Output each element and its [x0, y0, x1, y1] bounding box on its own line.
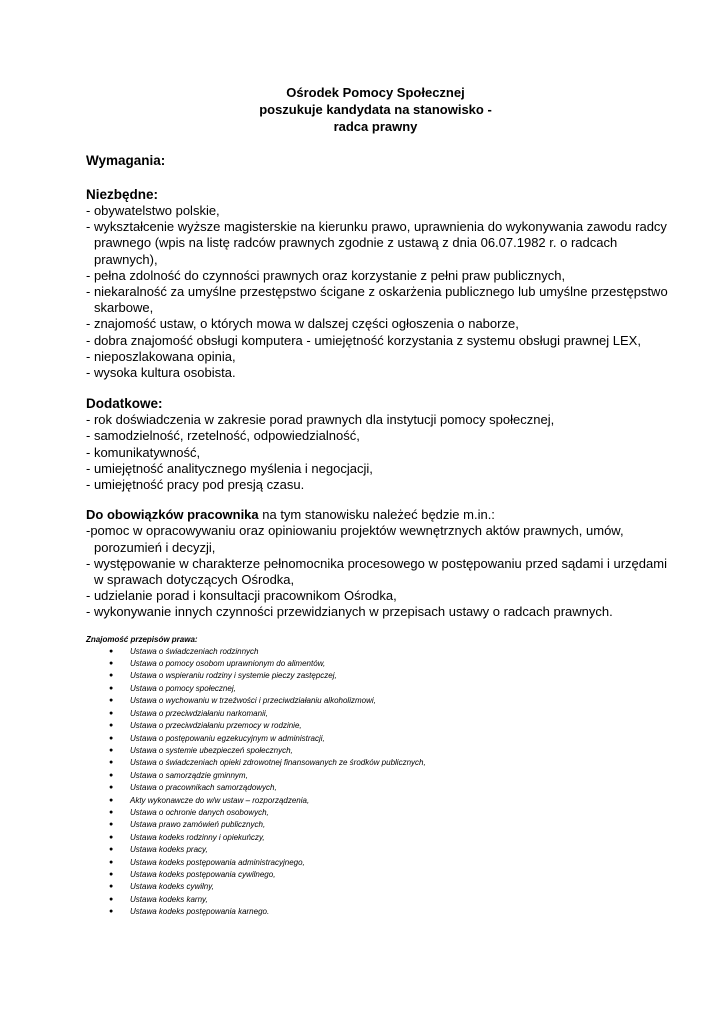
duties-list: [86, 523, 665, 620]
bullet-icon: ●: [109, 746, 114, 754]
law-name: Ustawa kodeks pracy,: [130, 845, 208, 855]
law-name: Ustawa kodeks postępowania cywilnego,: [130, 869, 276, 879]
law-list-item: [86, 844, 665, 856]
law-name: Ustawa kodeks karny,: [130, 894, 208, 904]
bullet-icon: ●: [109, 709, 114, 717]
bullet-icon: ●: [109, 734, 114, 742]
bullet-icon: ●: [109, 908, 114, 916]
additional-requirements-list: [86, 412, 665, 493]
law-list-item: [86, 720, 665, 732]
essential-line: - pełna zdolność do czynności prawnych oraz korzystanie z pełni praw publicznych,: [86, 267, 566, 283]
law-name: Ustawa kodeks postępowania karnego.: [130, 907, 270, 917]
bullet-icon: ●: [109, 895, 114, 903]
essential-line: - wykształcenie wyższe magisterskie na kierunku prawo, uprawnienia do wykonywania zawodu radcy: [86, 219, 667, 235]
duty-line: - wykonywanie innych czynności przewidzianych w przepisach ustawy o radcach prawnych.: [86, 604, 613, 620]
title-line-3: radca prawny: [333, 119, 418, 134]
law-list-item: [86, 795, 665, 807]
law-list-item: [86, 670, 665, 682]
essential-line: - dobra znajomość obsługi komputera - umiejętność korzystania z systemu obsługi prawnej LEX,: [86, 332, 641, 348]
duties-heading-bold: Do obowiązków pracownika: [86, 507, 259, 523]
bullet-icon: ●: [109, 684, 114, 692]
bullet-icon: ●: [109, 697, 114, 705]
essential-line: - nieposzlakowana opinia,: [86, 348, 236, 364]
law-list-item: [86, 857, 665, 869]
essential-line: skarbowe,: [94, 300, 154, 316]
law-name: Ustawa o świadczeniach opieki zdrowotnej finansowanych ze środków publicznych,: [130, 758, 426, 768]
law-name: Ustawa o postępowaniu egzekucyjnym w administracji,: [130, 733, 325, 743]
additional-line: - umiejętność analitycznego myślenia i negocjacji,: [86, 460, 373, 476]
law-name: Ustawa o samorządzie gminnym,: [130, 770, 248, 780]
bullet-icon: ●: [109, 660, 114, 668]
duty-line: porozumień i decyzji,: [94, 539, 216, 555]
law-name: Ustawa prawo zamówień publicznych,: [130, 820, 266, 830]
law-name: Ustawa o pomocy społecznej,: [130, 683, 236, 693]
law-list-item: [86, 695, 665, 707]
law-name: Ustawa o ochronie danych osobowych,: [130, 807, 269, 817]
document-title: [86, 84, 665, 135]
law-name: Ustawa o wspieraniu rodziny i systemie pieczy zastępczej,: [130, 671, 337, 681]
law-list-item: [86, 832, 665, 844]
duty-line: w sprawach dotyczących Ośrodka,: [94, 572, 295, 588]
bullet-icon: ●: [109, 846, 114, 854]
bullet-icon: ●: [109, 870, 114, 878]
law-list-item: [86, 658, 665, 670]
laws-heading: Znajomość przepisów prawa:: [86, 634, 198, 644]
law-list-item: [86, 745, 665, 757]
law-list-item: [86, 646, 665, 658]
law-name: Akty wykonawcze do w/w ustaw – rozporządzenia,: [130, 795, 310, 805]
law-name: Ustawa o systemie ubezpieczeń społecznych,: [130, 745, 293, 755]
law-list-item: [86, 770, 665, 782]
law-name: Ustawa kodeks postępowania administracyjnego,: [130, 857, 305, 867]
bullet-icon: ●: [109, 672, 114, 680]
bullet-icon: ●: [109, 833, 114, 841]
law-list-item: [86, 708, 665, 720]
law-list-item: [86, 683, 665, 695]
additional-line: - samodzielność, rzetelność, odpowiedzialność,: [86, 428, 360, 444]
law-list-item: [86, 733, 665, 745]
additional-line: - komunikatywność,: [86, 444, 201, 460]
bullet-icon: ●: [109, 796, 114, 804]
bullet-icon: ●: [109, 647, 114, 655]
bullet-icon: ●: [109, 808, 114, 816]
duties-heading-rest: na tym stanowisku należeć będzie m.in.:: [258, 507, 495, 523]
law-name: Ustawa o przeciwdziałaniu przemocy w rodzinie,: [130, 721, 302, 731]
law-name: Ustawa o pomocy osobom uprawnionym do alimentów,: [130, 659, 326, 669]
essential-requirements-list: [86, 203, 668, 381]
bullet-icon: ●: [109, 858, 114, 866]
law-list-item: [86, 894, 665, 906]
law-name: Ustawa kodeks rodzinny i opiekuńczy,: [130, 832, 265, 842]
law-name: Ustawa kodeks cywilny,: [130, 882, 214, 892]
additional-heading: Dodatkowe:: [86, 396, 163, 412]
essential-line: prawnych),: [94, 251, 158, 267]
law-list-item: [86, 906, 665, 918]
bullet-icon: ●: [109, 722, 114, 730]
essential-line: - znajomość ustaw, o których mowa w dalszej części ogłoszenia o naborze,: [86, 316, 519, 332]
essential-line: prawnego (wpis na listę radców prawnych zgodnie z ustawą z dnia 06.07.1982 r. o radcach: [94, 235, 618, 251]
additional-line: - rok doświadczenia w zakresie porad prawnych dla instytucji pomocy społecznej,: [86, 412, 555, 428]
duty-line: - występowanie w charakterze pełnomocnika procesowego w postępowaniu przed sądami i urzędami: [86, 555, 667, 571]
bullet-icon: ●: [109, 821, 114, 829]
essential-line: - niekaralność za umyślne przestępstwo ścigane z oskarżenia publicznego lub umyślne przestępstwo: [86, 284, 668, 300]
law-list-item: [86, 757, 665, 769]
additional-line: - umiejętność pracy pod presją czasu.: [86, 477, 305, 493]
law-list-item: [86, 782, 665, 794]
requirements-heading: Wymagania:: [86, 153, 166, 168]
law-list-item: [86, 881, 665, 893]
law-name: Ustawa o przeciwdziałaniu narkomanii,: [130, 708, 268, 718]
essential-line: - wysoka kultura osobista.: [86, 365, 236, 381]
law-list-item: [86, 807, 665, 819]
essential-heading: Niezbędne:: [86, 187, 159, 202]
laws-list: [86, 646, 665, 919]
bullet-icon: ●: [109, 784, 114, 792]
duty-line: -pomoc w opracowywaniu oraz opiniowaniu projektów wewnętrznych aktów prawnych, umów,: [86, 523, 624, 539]
law-list-item: [86, 869, 665, 881]
bullet-icon: ●: [109, 771, 114, 779]
law-name: Ustawa o świadczeniach rodzinnych: [130, 646, 259, 656]
bullet-icon: ●: [109, 759, 114, 767]
law-name: Ustawa o wychowaniu w trzeźwości i przeciwdziałaniu alkoholizmowi,: [130, 696, 376, 706]
duty-line: - udzielanie porad i konsultacji pracownikom Ośrodka,: [86, 588, 397, 604]
law-list-item: [86, 819, 665, 831]
title-line-1: Ośrodek Pomocy Społecznej: [286, 85, 465, 100]
law-name: Ustawa o pracownikach samorządowych,: [130, 783, 277, 793]
duties-heading: [86, 507, 665, 523]
title-line-2: poszukuje kandydata na stanowisko -: [259, 102, 492, 117]
bullet-icon: ●: [109, 883, 114, 891]
essential-line: - obywatelstwo polskie,: [86, 203, 220, 218]
